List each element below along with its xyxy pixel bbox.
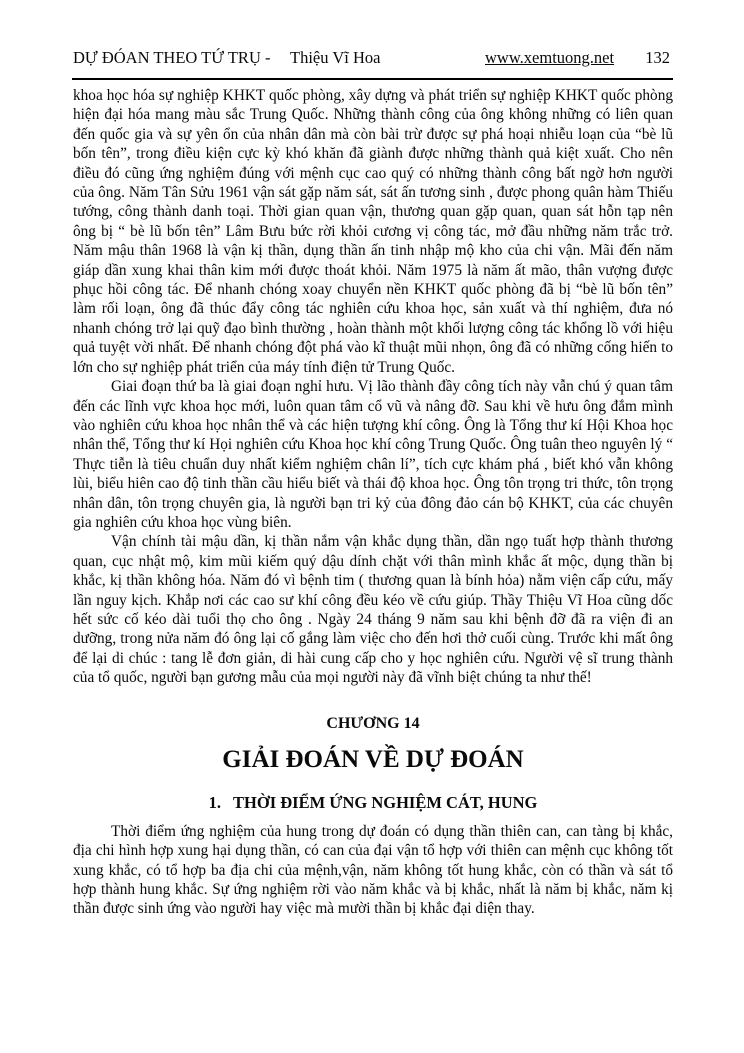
chapter-number-heading: CHƯƠNG 14 (326, 714, 420, 732)
body-paragraph-2: Giai đoạn thứ ba là giai đoạn nghỉ hưu. Vị lão thành đầy công tích này vẫn chú ý quan tâm đến các lĩnh vực khoa học mới, luôn quan tâm cổ vũ và nâng đỡ. Sau khi về hưu ông đắm mình vào nghiên cứu khoa học nhân thể và các hiện tượng khí công. Ông là Tổng thư kí Hội Khoa học nhân thể, Tổng thư kí Họi nghiên cứu Khoa học khí công Trung Quốc. Ông tuân theo nguyên lý “ Thực tiễn là tiêu chuẩn duy nhất kiểm nghiệm chân lí”, tích cực khám phá , biết khó vẫn không lùi, biểu hiên cao độ tinh thần cầu hiểu biết và thái độ khoa học. Ông tôn trọng tri thức, tôn trọng nhân dân, tôn trọng chuyên gia, là người bạn tri kỷ của đông đảo cán bộ KHKT, của các chuyên gia nghiên cứu khoa học vùng biên. (73, 378, 673, 531)
running-author: Thiệu Vĩ Hoa (290, 48, 381, 67)
header-divider (72, 78, 673, 80)
body-paragraph-3: Vận chính tài mậu dần, kị thần nắm vận khắc dụng thần, dần ngọ tuất hợp thành thương quan, cục nhật mộ, kim mũi kiếm quý dậu dính chặt với thân mình khắc ất mộc, dụng thần bị khắc, kị thần không hóa. Năm đó vì bệnh tim ( thương quan là bính hỏa) nằm viện cấp cứu, mấy lần nguy kịch. Khắp nơi các cao sư khí công đều kéo về cứu giúp. Thầy Thiệu Vĩ Hoa cũng dốc hết sức cố kéo dài tuổi thọ cho ông . Ngày 24 tháng 9 năm sau khi bệnh đỡ đã ra viện đi an dưỡng, trong nửa năm đó ông lại cố gắng làm việc cho đến hơi thở cuối cùng. Trước khi mất ông để lại di chúc : tang lễ đơn giản, di hài cung cấp cho y học nghiên cứu. Người vệ sĩ trung thành của tổ quốc, người bạn gương mẫu của mọi người này đã vĩnh biệt chúng ta như thế! (73, 533, 673, 687)
page-number: 132 (645, 48, 670, 67)
section-paragraph-1: Thời điểm ứng nghiệm của hung trong dự đoán có dụng thần thiên can, can tàng bị khắc, địa chi hình hợp xung hại dụng thần, có can của đại vận tổ hợp với thiên can mệnh cục không tốt xung khắc, có tổ hợp ba địa chi của mệnh,vận, năm không tốt hung khắc, còn có thần và sát tổ hợp thành hung khắc. Sự ứng nghiệm rời vào năm khắc và bị khắc, nhất là năm bị khắc, năm kị thần được sinh ứng vào người hay việc mà mười thần bị khắc đại diện thay. (73, 822, 673, 918)
running-title: DỰ ĐÓAN THEO TỨ TRỤ - (73, 48, 271, 67)
website-link[interactable]: www.xemtuong.net (485, 48, 615, 67)
page-content (73, 86, 673, 919)
chapter-title-heading: GIẢI ĐOÁN VỀ DỰ ĐOÁN (222, 746, 524, 773)
body-paragraph-1: khoa học hóa sự nghiệp KHKT quốc phòng, xây dựng và phát triển sự nghiệp KHKT quốc phòng hiện đại hóa mang màu sắc Trung Quốc. Những thành công của ông không những có liên quan đến quốc gia và sự yên ổn của nhân dân mà còn bài trừ được sự phá hoại nhiễu loạn của “bè lũ bốn tên”, trong điều kiện cực kỳ khó khăn đã giành được những thành quả kiệt xuất. Cho nên điều đó cũng ứng nghiệm đúng với mệnh cục cao quý có những thành công bất ngờ hơn người của ông. Năm Tân Sửu 1961 vận sát gặp năm sát, sát ấn tương sinh , được phong quân hàm Thiếu tướng, công thành danh toại. Thời gian quan vận, thương quan gặp quan, quan sát hỗn tạp nên ông bị “ bè lũ bốn tên” Lâm Bưu bức rời khỏi cương vị công tác, mở đầu những năm trắc trở. Năm mậu thân 1968 là vận kị thần, dụng thần ấn tinh nhập mộ kho của chi vận. Mãi đến năm giáp dần xung khai thân kim mới được thoát khỏi. Năm 1975 là năm ất mão, thân vượng được phục hồi công tác. Để nhanh chóng xoay chuyển nền KHKT quốc phòng đã bị “bè lũ bốn tên” làm rối loạn, ông đã thúc đẩy công tác nghiên cứu khoa học, sản xuất và thí nghiệm, đưa nó nhanh chóng trở lại quỹ đạo bình thường , hoàn thành một khối lượng công tác khổng lồ với hiệu quả tuyệt vời nhất. Để nhanh chóng đột phá vào kĩ thuật mũi nhọn, ông đã có những cống hiến to lớn cho sự nghiệp phát triển của máy tính điện tử Trung Quốc. (73, 87, 673, 376)
section-heading: 1. THỜI ĐIỂM ỨNG NGHIỆM CÁT, HUNG (208, 793, 538, 813)
page-header (73, 48, 672, 70)
